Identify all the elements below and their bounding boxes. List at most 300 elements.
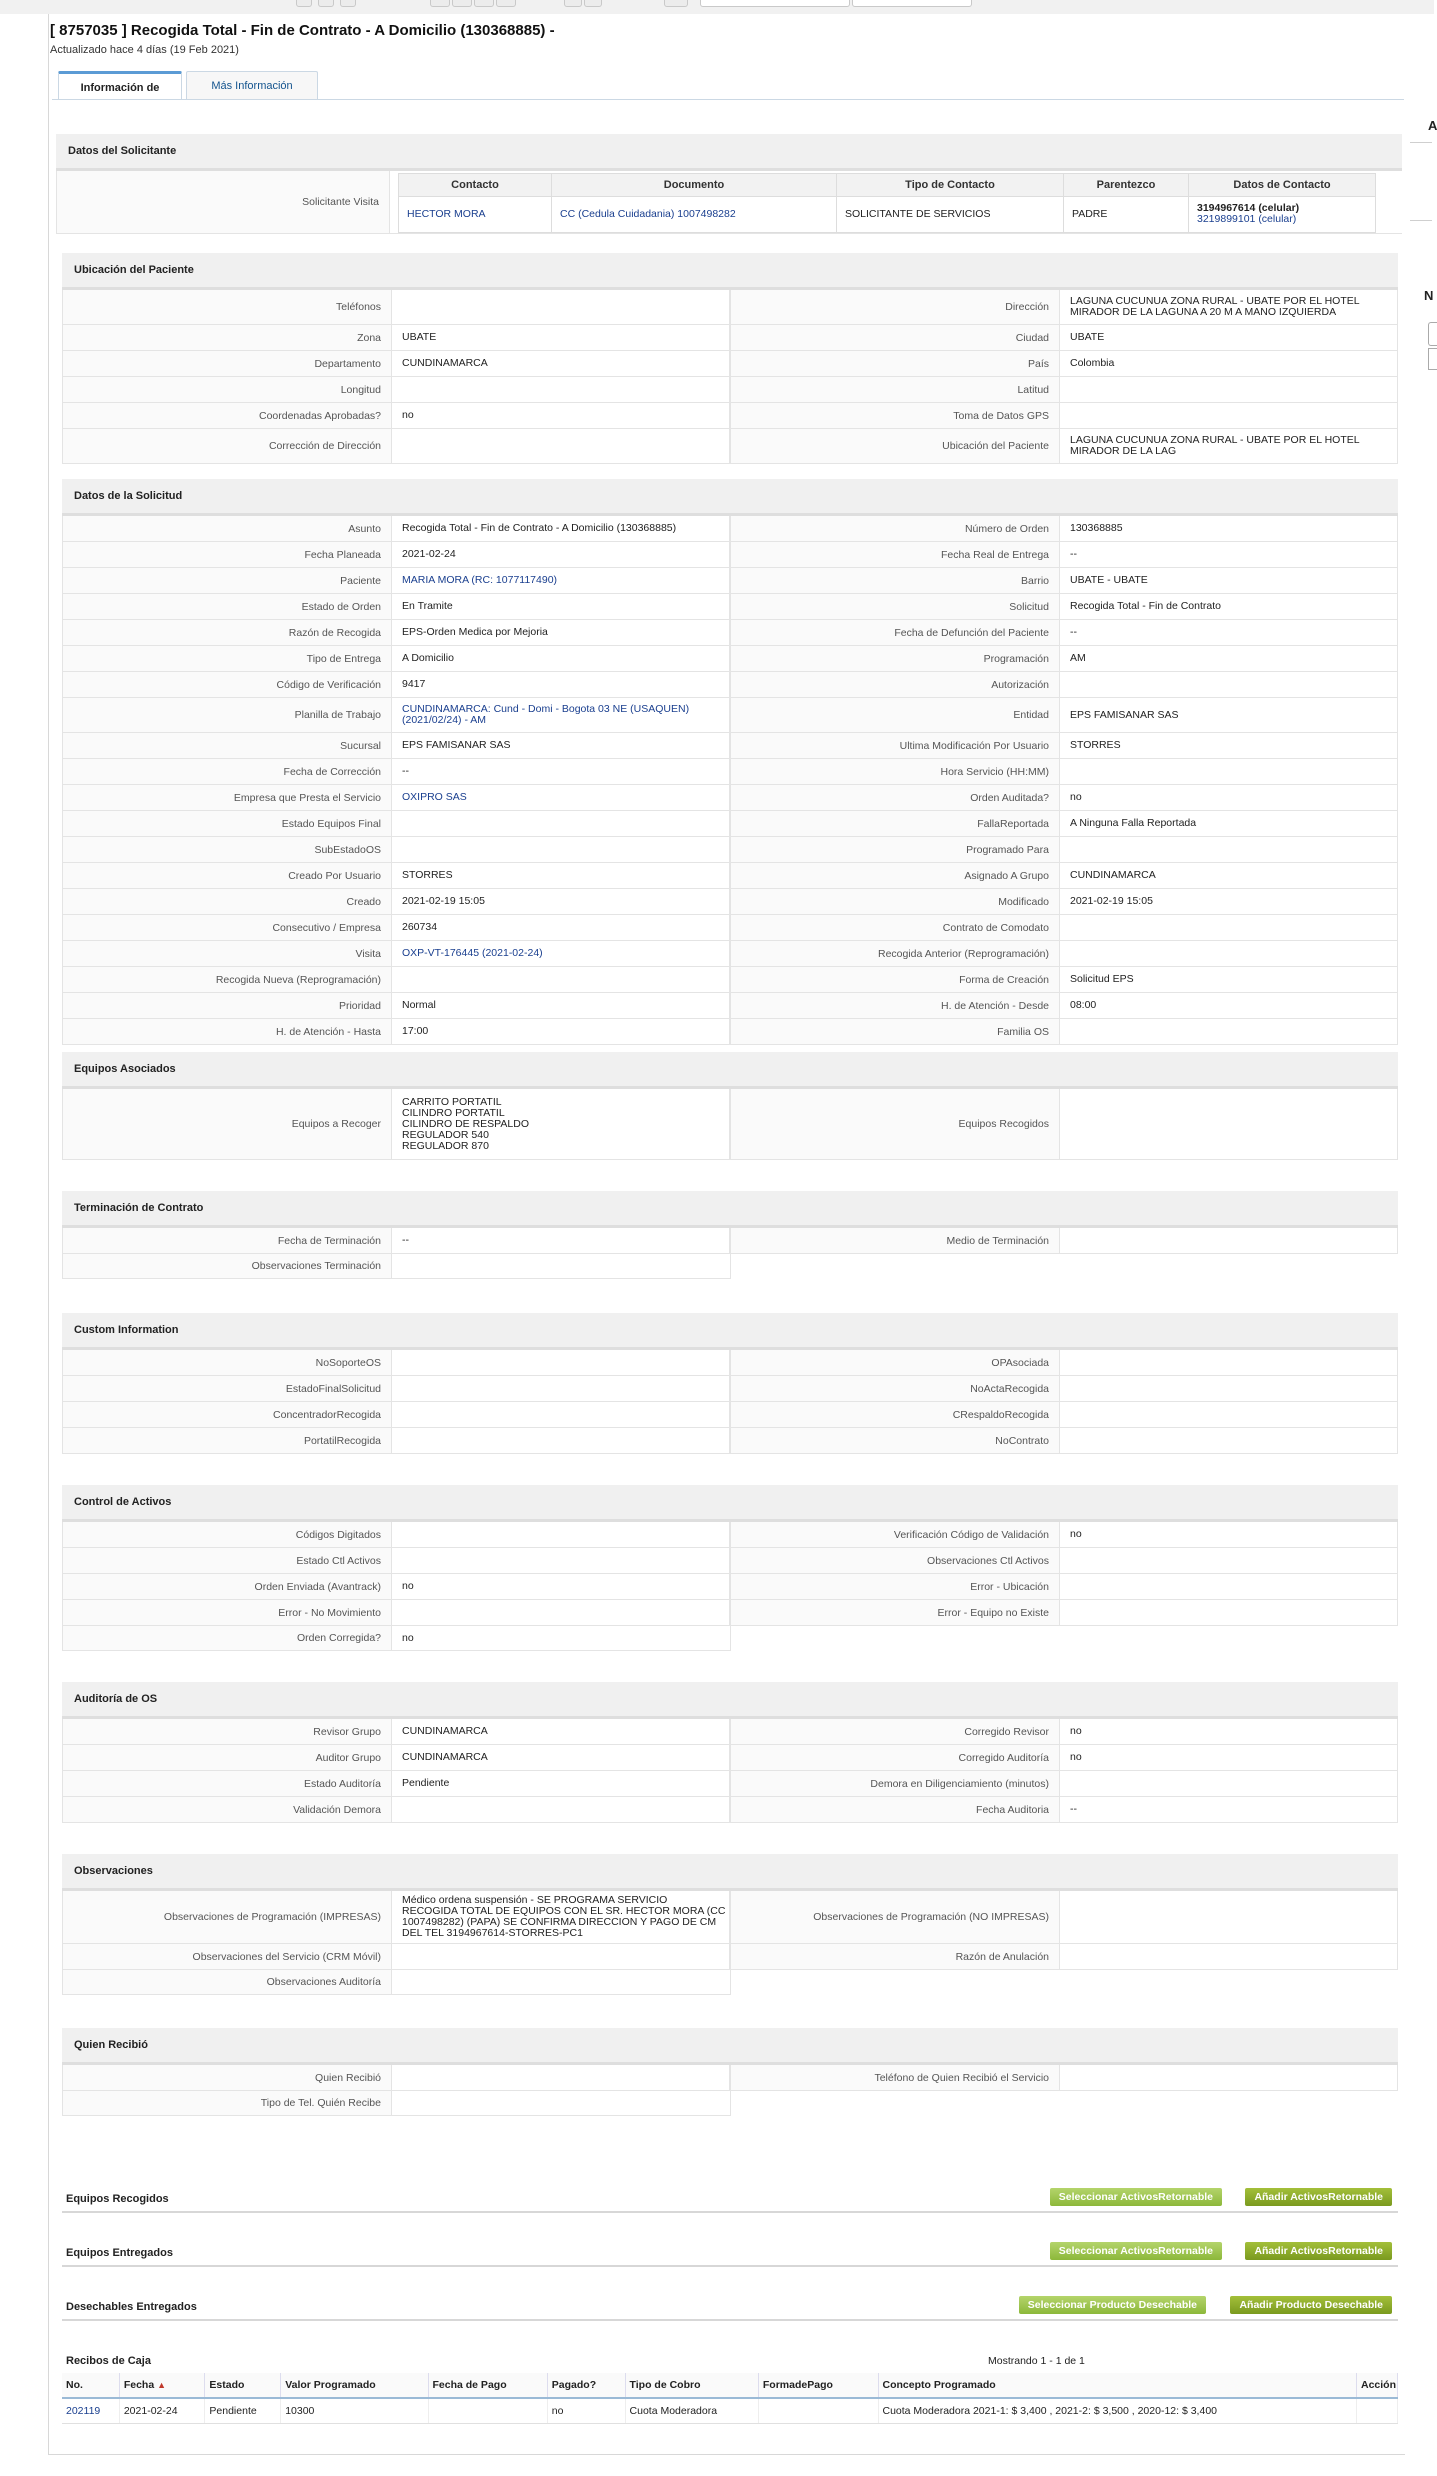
field-value: UBATE - UBATE bbox=[1070, 574, 1148, 586]
field-value: -- bbox=[1070, 548, 1077, 560]
field-cell bbox=[62, 403, 730, 428]
field-row bbox=[62, 967, 1398, 993]
field-value bbox=[392, 837, 729, 862]
field-value bbox=[1060, 1089, 1397, 1159]
sort-up-icon: ▲ bbox=[157, 2380, 167, 2390]
table-cell bbox=[758, 2398, 878, 2424]
table-row[interactable] bbox=[62, 2398, 1398, 2424]
field-cell bbox=[62, 594, 730, 619]
field-value: LAGUNA CUCUNUA ZONA RURAL - UBATE POR EL HOTEL MIRADOR DE LA LAGUNA A 20 M A MANO IZQUIERDA bbox=[1070, 295, 1360, 318]
divider bbox=[1410, 220, 1432, 221]
toolbar-button[interactable] bbox=[474, 0, 494, 7]
toolbar-button[interactable] bbox=[318, 0, 334, 7]
field-row bbox=[62, 1228, 1398, 1254]
field-cell bbox=[730, 1574, 1398, 1599]
field-cell bbox=[62, 1228, 730, 1253]
field-value: 260734 bbox=[402, 921, 438, 933]
field-value bbox=[1060, 941, 1397, 966]
field-label: Equipos a Recoger bbox=[62, 1089, 392, 1159]
field-label: Ubicación del Paciente bbox=[730, 429, 1060, 463]
field-label: Planilla de Trabajo bbox=[62, 698, 392, 732]
field-label: H. de Atención - Desde bbox=[730, 993, 1060, 1018]
field-cell bbox=[62, 2091, 731, 2116]
field-row bbox=[62, 811, 1398, 837]
field-value: AM bbox=[1070, 652, 1086, 664]
field-cell bbox=[730, 594, 1398, 619]
field-value bbox=[1060, 915, 1397, 940]
table-cell: Cuota Moderadora bbox=[625, 2398, 758, 2424]
contact-phone-primary: 3194967614 (celular) bbox=[1197, 202, 1300, 215]
field-cell bbox=[730, 1745, 1398, 1770]
toolbar-button[interactable] bbox=[452, 0, 472, 7]
field-value bbox=[392, 1254, 730, 1278]
field-value-link[interactable]: CUNDINAMARCA: Cund - Domi - Bogota 03 NE (USAQUEN) (2021/02/24) - AM bbox=[402, 703, 690, 726]
field-value: Normal bbox=[402, 999, 436, 1011]
field-value: CARRITO PORTATIL CILINDRO PORTATIL CILINDRO DE RESPALDO REGULADOR 540 REGULADOR 870 bbox=[402, 1095, 529, 1152]
field-cell bbox=[62, 759, 730, 784]
field-row bbox=[62, 785, 1398, 811]
field-cell bbox=[730, 290, 1398, 324]
section-quien-recibio bbox=[62, 2028, 1398, 2116]
field-value bbox=[1060, 2065, 1397, 2090]
add-activos-button[interactable]: Añadir ActivosRetornable bbox=[1245, 2242, 1392, 2260]
field-cell bbox=[730, 620, 1398, 645]
field-cell bbox=[62, 1428, 730, 1453]
field-row bbox=[62, 1428, 1398, 1454]
contact-relationship: PADRE bbox=[1064, 196, 1189, 232]
table-header-row bbox=[62, 2373, 1398, 2398]
add-activos-button[interactable]: Añadir ActivosRetornable bbox=[1245, 2188, 1392, 2206]
subsection-title: Equipos Entregados bbox=[66, 2247, 173, 2259]
field-cell bbox=[730, 351, 1398, 376]
section-title: Control de Activos bbox=[62, 1485, 1398, 1522]
field-label: Contrato de Comodato bbox=[730, 915, 1060, 940]
field-label: Corrección de Dirección bbox=[62, 429, 392, 463]
section-terminacion bbox=[62, 1191, 1398, 1279]
column-header[interactable]: Concepto Programado bbox=[878, 2373, 1356, 2398]
field-label: Auditor Grupo bbox=[62, 1745, 392, 1770]
subsection-title: Desechables Entregados bbox=[66, 2301, 197, 2313]
desechables-header bbox=[62, 2294, 1398, 2321]
field-label: Medio de Terminación bbox=[730, 1228, 1060, 1253]
table-cell bbox=[428, 2398, 547, 2424]
column-header[interactable]: No. bbox=[62, 2373, 119, 2398]
section-control bbox=[62, 1485, 1398, 1651]
toolbar-button[interactable] bbox=[564, 0, 582, 7]
field-cell bbox=[730, 1089, 1398, 1159]
empty-cell bbox=[731, 1626, 1399, 1651]
equipos-recogidos-header bbox=[62, 2186, 1398, 2213]
field-row bbox=[62, 1600, 1398, 1626]
field-label: Hora Servicio (HH:MM) bbox=[730, 759, 1060, 784]
field-cell bbox=[62, 1891, 730, 1943]
field-label: Tipo de Tel. Quién Recibe bbox=[62, 2091, 392, 2115]
field-row bbox=[62, 759, 1398, 785]
field-row bbox=[62, 993, 1398, 1019]
field-label: Departamento bbox=[62, 351, 392, 376]
field-label: Recogida Nueva (Reprogramación) bbox=[62, 967, 392, 992]
field-row bbox=[62, 594, 1398, 620]
field-cell bbox=[62, 1797, 730, 1822]
toolbar-search-input[interactable] bbox=[700, 0, 850, 7]
column-header: Contacto bbox=[399, 174, 552, 197]
field-cell bbox=[62, 1350, 730, 1375]
field-row bbox=[62, 646, 1398, 672]
field-cell bbox=[730, 542, 1398, 567]
field-row bbox=[62, 542, 1398, 568]
field-label: Revisor Grupo bbox=[62, 1719, 392, 1744]
field-value-link[interactable]: MARIA MORA (RC: 1077117490) bbox=[402, 574, 558, 586]
field-row bbox=[62, 889, 1398, 915]
field-row bbox=[62, 377, 1398, 403]
field-label: Fecha Planeada bbox=[62, 542, 392, 567]
field-label: Orden Enviada (Avantrack) bbox=[62, 1574, 392, 1599]
field-value-link[interactable]: OXIPRO SAS bbox=[402, 791, 467, 803]
field-label: Creado Por Usuario bbox=[62, 863, 392, 888]
field-value bbox=[1060, 1019, 1397, 1044]
field-cell bbox=[730, 2065, 1398, 2090]
field-cell bbox=[730, 1228, 1398, 1253]
contact-document: CC (Cedula Cuidadania) 1007498282 bbox=[552, 196, 837, 232]
field-value bbox=[1060, 759, 1397, 784]
field-label: Fecha de Terminación bbox=[62, 1228, 392, 1253]
field-value: En Tramite bbox=[402, 600, 453, 612]
field-label: Paciente bbox=[62, 568, 392, 593]
field-value bbox=[392, 429, 729, 463]
field-cell bbox=[730, 429, 1398, 463]
column-header[interactable]: Pagado? bbox=[547, 2373, 625, 2398]
field-label: Autorización bbox=[730, 672, 1060, 697]
field-label: Ultima Modificación Por Usuario bbox=[730, 733, 1060, 758]
section-ubicacion bbox=[62, 253, 1398, 464]
field-value bbox=[1060, 1771, 1397, 1796]
contact-table bbox=[398, 173, 1376, 233]
field-value: LAGUNA CUCUNUA ZONA RURAL - UBATE POR EL HOTEL MIRADOR DE LA LAG bbox=[1070, 434, 1360, 457]
field-cell bbox=[730, 325, 1398, 350]
side-widget[interactable] bbox=[1428, 322, 1437, 346]
field-label: Observaciones de Programación (IMPRESAS) bbox=[62, 1891, 392, 1943]
table-cell: no bbox=[547, 2398, 625, 2424]
field-value: 2021-02-19 15:05 bbox=[1070, 895, 1153, 907]
field-cell bbox=[62, 377, 730, 402]
side-letter: N bbox=[1424, 288, 1434, 303]
field-row bbox=[62, 1350, 1398, 1376]
column-header: Parentezco bbox=[1064, 174, 1189, 197]
field-value: 9417 bbox=[402, 678, 426, 690]
tab-mas-informacion[interactable]: Más Información bbox=[186, 71, 318, 100]
field-cell bbox=[730, 1548, 1398, 1573]
field-value: 08:00 bbox=[1070, 999, 1097, 1011]
field-label: Razón de Recogida bbox=[62, 620, 392, 645]
field-label: Validación Demora bbox=[62, 1797, 392, 1822]
field-value: STORRES bbox=[402, 869, 453, 881]
field-row bbox=[62, 1376, 1398, 1402]
column-header[interactable]: Fecha de Pago bbox=[428, 2373, 547, 2398]
field-label: Estado Ctl Activos bbox=[62, 1548, 392, 1573]
section-title: Ubicación del Paciente bbox=[62, 253, 1398, 290]
field-value bbox=[1060, 1228, 1397, 1253]
field-label: H. de Atención - Hasta bbox=[62, 1019, 392, 1044]
solicitante-row bbox=[56, 171, 1402, 234]
field-value: CUNDINAMARCA bbox=[1070, 869, 1156, 881]
field-cell bbox=[730, 785, 1398, 810]
field-label: PortatilRecogida bbox=[62, 1428, 392, 1453]
field-label: FallaReportada bbox=[730, 811, 1060, 836]
field-value bbox=[1060, 1428, 1397, 1453]
field-value: A Domicilio bbox=[402, 652, 454, 664]
toolbar-button[interactable] bbox=[340, 0, 356, 7]
select-activos-button[interactable]: Seleccionar ActivosRetornable bbox=[1050, 2188, 1222, 2206]
field-cell bbox=[730, 1891, 1398, 1943]
field-label: Orden Corregida? bbox=[62, 1626, 392, 1650]
field-cell bbox=[62, 351, 730, 376]
column-header: Acción bbox=[1356, 2373, 1397, 2398]
field-cell bbox=[62, 811, 730, 836]
select-activos-button[interactable]: Seleccionar ActivosRetornable bbox=[1050, 2242, 1222, 2260]
toolbar-button[interactable] bbox=[584, 0, 602, 7]
field-value: Médico ordena suspensión - SE PROGRAMA SERVICIO RECOGIDA TOTAL DE EQUIPOS CON EL SR. HECTOR MORA (CC 1007498282) (PAPA) SE CONFIRMA DIRECCION Y PAGO DE CM DEL TEL 3194967614-STORRES-PC1 bbox=[402, 1894, 726, 1939]
field-label: Corregido Revisor bbox=[730, 1719, 1060, 1744]
field-cell bbox=[730, 1771, 1398, 1796]
field-cell bbox=[730, 811, 1398, 836]
field-value bbox=[392, 1970, 730, 1994]
tab-informacion[interactable]: Información de bbox=[58, 71, 182, 100]
field-cell bbox=[730, 1350, 1398, 1375]
field-value: Colombia bbox=[1070, 357, 1115, 369]
field-label: Estado Auditoría bbox=[62, 1771, 392, 1796]
add-desechable-button[interactable]: Añadir Producto Desechable bbox=[1230, 2296, 1392, 2314]
field-value bbox=[1060, 1944, 1397, 1969]
field-value bbox=[392, 377, 729, 402]
toolbar-select[interactable] bbox=[852, 0, 972, 7]
field-label: Quien Recibió bbox=[62, 2065, 392, 2090]
field-row bbox=[62, 403, 1398, 429]
field-value: UBATE bbox=[402, 331, 437, 343]
field-label: NoSoporteOS bbox=[62, 1350, 392, 1375]
field-label: Forma de Creación bbox=[730, 967, 1060, 992]
field-label: Barrio bbox=[730, 568, 1060, 593]
section-title: Datos del Solicitante bbox=[56, 134, 1402, 171]
field-row bbox=[62, 1771, 1398, 1797]
field-value: Pendiente bbox=[402, 1777, 450, 1789]
column-header[interactable]: Estado bbox=[205, 2373, 281, 2398]
field-label: Consecutivo / Empresa bbox=[62, 915, 392, 940]
section-solicitud bbox=[62, 479, 1398, 1045]
table-cell: 10300 bbox=[281, 2398, 428, 2424]
field-row bbox=[62, 568, 1398, 594]
field-value: no bbox=[402, 1580, 414, 1592]
column-header[interactable]: Valor Programado bbox=[281, 2373, 428, 2398]
divider bbox=[1410, 142, 1432, 143]
field-value: 17:00 bbox=[402, 1025, 429, 1037]
field-cell bbox=[62, 863, 730, 888]
field-cell bbox=[62, 1089, 730, 1159]
field-value: Recogida Total - Fin de Contrato - A Domicilio (130368885) bbox=[402, 522, 677, 534]
toolbar-button[interactable] bbox=[664, 0, 688, 7]
field-cell bbox=[730, 733, 1398, 758]
field-label: Observaciones de Programación (NO IMPRESAS) bbox=[730, 1891, 1060, 1943]
field-value: Solicitud EPS bbox=[1070, 973, 1134, 985]
column-header: Tipo de Contacto bbox=[837, 174, 1064, 197]
field-value bbox=[1060, 1548, 1397, 1573]
field-label: Asunto bbox=[62, 516, 392, 541]
field-cell bbox=[62, 733, 730, 758]
column-header[interactable]: Tipo de Cobro bbox=[625, 2373, 758, 2398]
field-cell bbox=[730, 1797, 1398, 1822]
column-header: Documento bbox=[552, 174, 837, 197]
field-value bbox=[1060, 1600, 1397, 1625]
field-cell bbox=[730, 1376, 1398, 1401]
field-cell bbox=[62, 325, 730, 350]
field-cell bbox=[730, 1019, 1398, 1044]
field-cell bbox=[62, 1745, 730, 1770]
field-label: Programación bbox=[730, 646, 1060, 671]
toolbar-button[interactable] bbox=[430, 0, 450, 7]
field-value: Recogida Total - Fin de Contrato bbox=[1070, 600, 1221, 612]
field-value bbox=[392, 1600, 729, 1625]
section-equipos bbox=[62, 1052, 1398, 1160]
field-label: ConcentradorRecogida bbox=[62, 1402, 392, 1427]
field-value-link[interactable]: OXP-VT-176445 (2021-02-24) bbox=[402, 947, 543, 959]
field-label: Toma de Datos GPS bbox=[730, 403, 1060, 428]
side-widget[interactable] bbox=[1428, 348, 1437, 370]
field-value bbox=[1060, 1376, 1397, 1401]
field-cell bbox=[62, 1522, 730, 1547]
field-label: Número de Orden bbox=[730, 516, 1060, 541]
field-label: Observaciones Terminación bbox=[62, 1254, 392, 1278]
field-value bbox=[392, 967, 729, 992]
table-cell: Cuota Moderadora 2021-1: $ 3,400 , 2021-2: $ 3,500 , 2020-12: $ 3,400 bbox=[878, 2398, 1356, 2424]
field-cell bbox=[62, 785, 730, 810]
field-value: 2021-02-19 15:05 bbox=[402, 895, 485, 907]
field-value bbox=[392, 1797, 729, 1822]
field-row bbox=[62, 1797, 1398, 1823]
field-cell bbox=[62, 1548, 730, 1573]
field-cell bbox=[62, 1402, 730, 1427]
field-label: NoContrato bbox=[730, 1428, 1060, 1453]
field-value: STORRES bbox=[1070, 739, 1121, 751]
field-value: EPS FAMISANAR SAS bbox=[1070, 708, 1179, 721]
field-label: SubEstadoOS bbox=[62, 837, 392, 862]
field-cell bbox=[62, 290, 730, 324]
column-header-fecha[interactable] bbox=[119, 2373, 205, 2398]
field-label: Fecha Real de Entrega bbox=[730, 542, 1060, 567]
field-label: Dirección bbox=[730, 290, 1060, 324]
field-cell bbox=[62, 941, 730, 966]
field-cell bbox=[62, 837, 730, 862]
field-label: Empresa que Presta el Servicio bbox=[62, 785, 392, 810]
field-label: Estado de Orden bbox=[62, 594, 392, 619]
field-cell bbox=[62, 646, 730, 671]
equipos-entregados-header bbox=[62, 2240, 1398, 2267]
field-value: UBATE bbox=[1070, 331, 1105, 343]
empty-cell bbox=[731, 2091, 1399, 2116]
select-desechable-button[interactable]: Seleccionar Producto Desechable bbox=[1019, 2296, 1206, 2314]
contact-type: SOLICITANTE DE SERVICIOS bbox=[837, 196, 1064, 232]
field-row bbox=[62, 1944, 1398, 1970]
field-cell bbox=[62, 1719, 730, 1744]
field-label: Códigos Digitados bbox=[62, 1522, 392, 1547]
field-value: 130368885 bbox=[1070, 522, 1123, 534]
field-cell bbox=[730, 1428, 1398, 1453]
section-title: Terminación de Contrato bbox=[62, 1191, 1398, 1228]
field-label: Latitud bbox=[730, 377, 1060, 402]
field-cell bbox=[62, 516, 730, 541]
section-title: Equipos Asociados bbox=[62, 1052, 1398, 1089]
contact-phones bbox=[1189, 196, 1376, 232]
field-cell bbox=[62, 1970, 731, 1995]
field-cell bbox=[62, 672, 730, 697]
field-value: no bbox=[1070, 1528, 1082, 1540]
field-cell bbox=[730, 863, 1398, 888]
section-observaciones bbox=[62, 1854, 1398, 1995]
section-title: Observaciones bbox=[62, 1854, 1398, 1891]
field-value bbox=[392, 1944, 729, 1969]
field-cell bbox=[730, 1719, 1398, 1744]
field-cell bbox=[730, 837, 1398, 862]
field-value: CUNDINAMARCA bbox=[402, 357, 488, 369]
column-header-label: Fecha bbox=[123, 2379, 155, 2391]
field-value: no bbox=[1070, 791, 1082, 803]
field-label: Observaciones Ctl Activos bbox=[730, 1548, 1060, 1573]
field-row bbox=[62, 516, 1398, 542]
recibos-title: Recibos de Caja bbox=[66, 2355, 151, 2367]
field-row bbox=[62, 915, 1398, 941]
empty-cell bbox=[731, 1254, 1399, 1279]
field-label: Modificado bbox=[730, 889, 1060, 914]
recibos-table bbox=[62, 2373, 1398, 2424]
field-label: Estado Equipos Final bbox=[62, 811, 392, 836]
field-value: -- bbox=[402, 1234, 409, 1246]
field-cell bbox=[730, 941, 1398, 966]
field-row bbox=[62, 1254, 1398, 1279]
field-cell bbox=[62, 542, 730, 567]
field-label: Teléfonos bbox=[62, 290, 392, 324]
field-value bbox=[1060, 837, 1397, 862]
field-label: Sucursal bbox=[62, 733, 392, 758]
field-value: 2021-02-24 bbox=[402, 548, 456, 560]
field-label: Entidad bbox=[730, 698, 1060, 732]
field-cell bbox=[730, 377, 1398, 402]
toolbar-button[interactable] bbox=[496, 0, 516, 7]
recibo-number-link[interactable]: 202119 bbox=[62, 2398, 119, 2424]
section-title: Auditoría de OS bbox=[62, 1682, 1398, 1719]
field-value: no bbox=[402, 1631, 414, 1644]
section-auditoria bbox=[62, 1682, 1398, 1823]
field-value bbox=[392, 2065, 729, 2090]
field-label: Error - No Movimiento bbox=[62, 1600, 392, 1625]
field-cell bbox=[62, 967, 730, 992]
field-row bbox=[62, 325, 1398, 351]
field-label: Demora en Diligenciamiento (minutos) bbox=[730, 1771, 1060, 1796]
field-row bbox=[62, 1719, 1398, 1745]
contact-name-link[interactable]: HECTOR MORA bbox=[399, 196, 552, 232]
field-cell bbox=[730, 915, 1398, 940]
column-header[interactable]: FormadePago bbox=[758, 2373, 878, 2398]
field-cell bbox=[730, 759, 1398, 784]
field-label: NoActaRecogida bbox=[730, 1376, 1060, 1401]
field-cell bbox=[730, 1402, 1398, 1427]
field-label: Fecha Auditoria bbox=[730, 1797, 1060, 1822]
field-row bbox=[62, 1745, 1398, 1771]
field-value bbox=[1060, 1574, 1397, 1599]
contact-phone-secondary: 3219899101 (celular) bbox=[1197, 213, 1297, 226]
field-label: Error - Equipo no Existe bbox=[730, 1600, 1060, 1625]
field-label: Fecha de Defunción del Paciente bbox=[730, 620, 1060, 645]
toolbar-button[interactable] bbox=[296, 0, 312, 7]
tab-divider bbox=[52, 99, 1404, 100]
field-label: Código de Verificación bbox=[62, 672, 392, 697]
